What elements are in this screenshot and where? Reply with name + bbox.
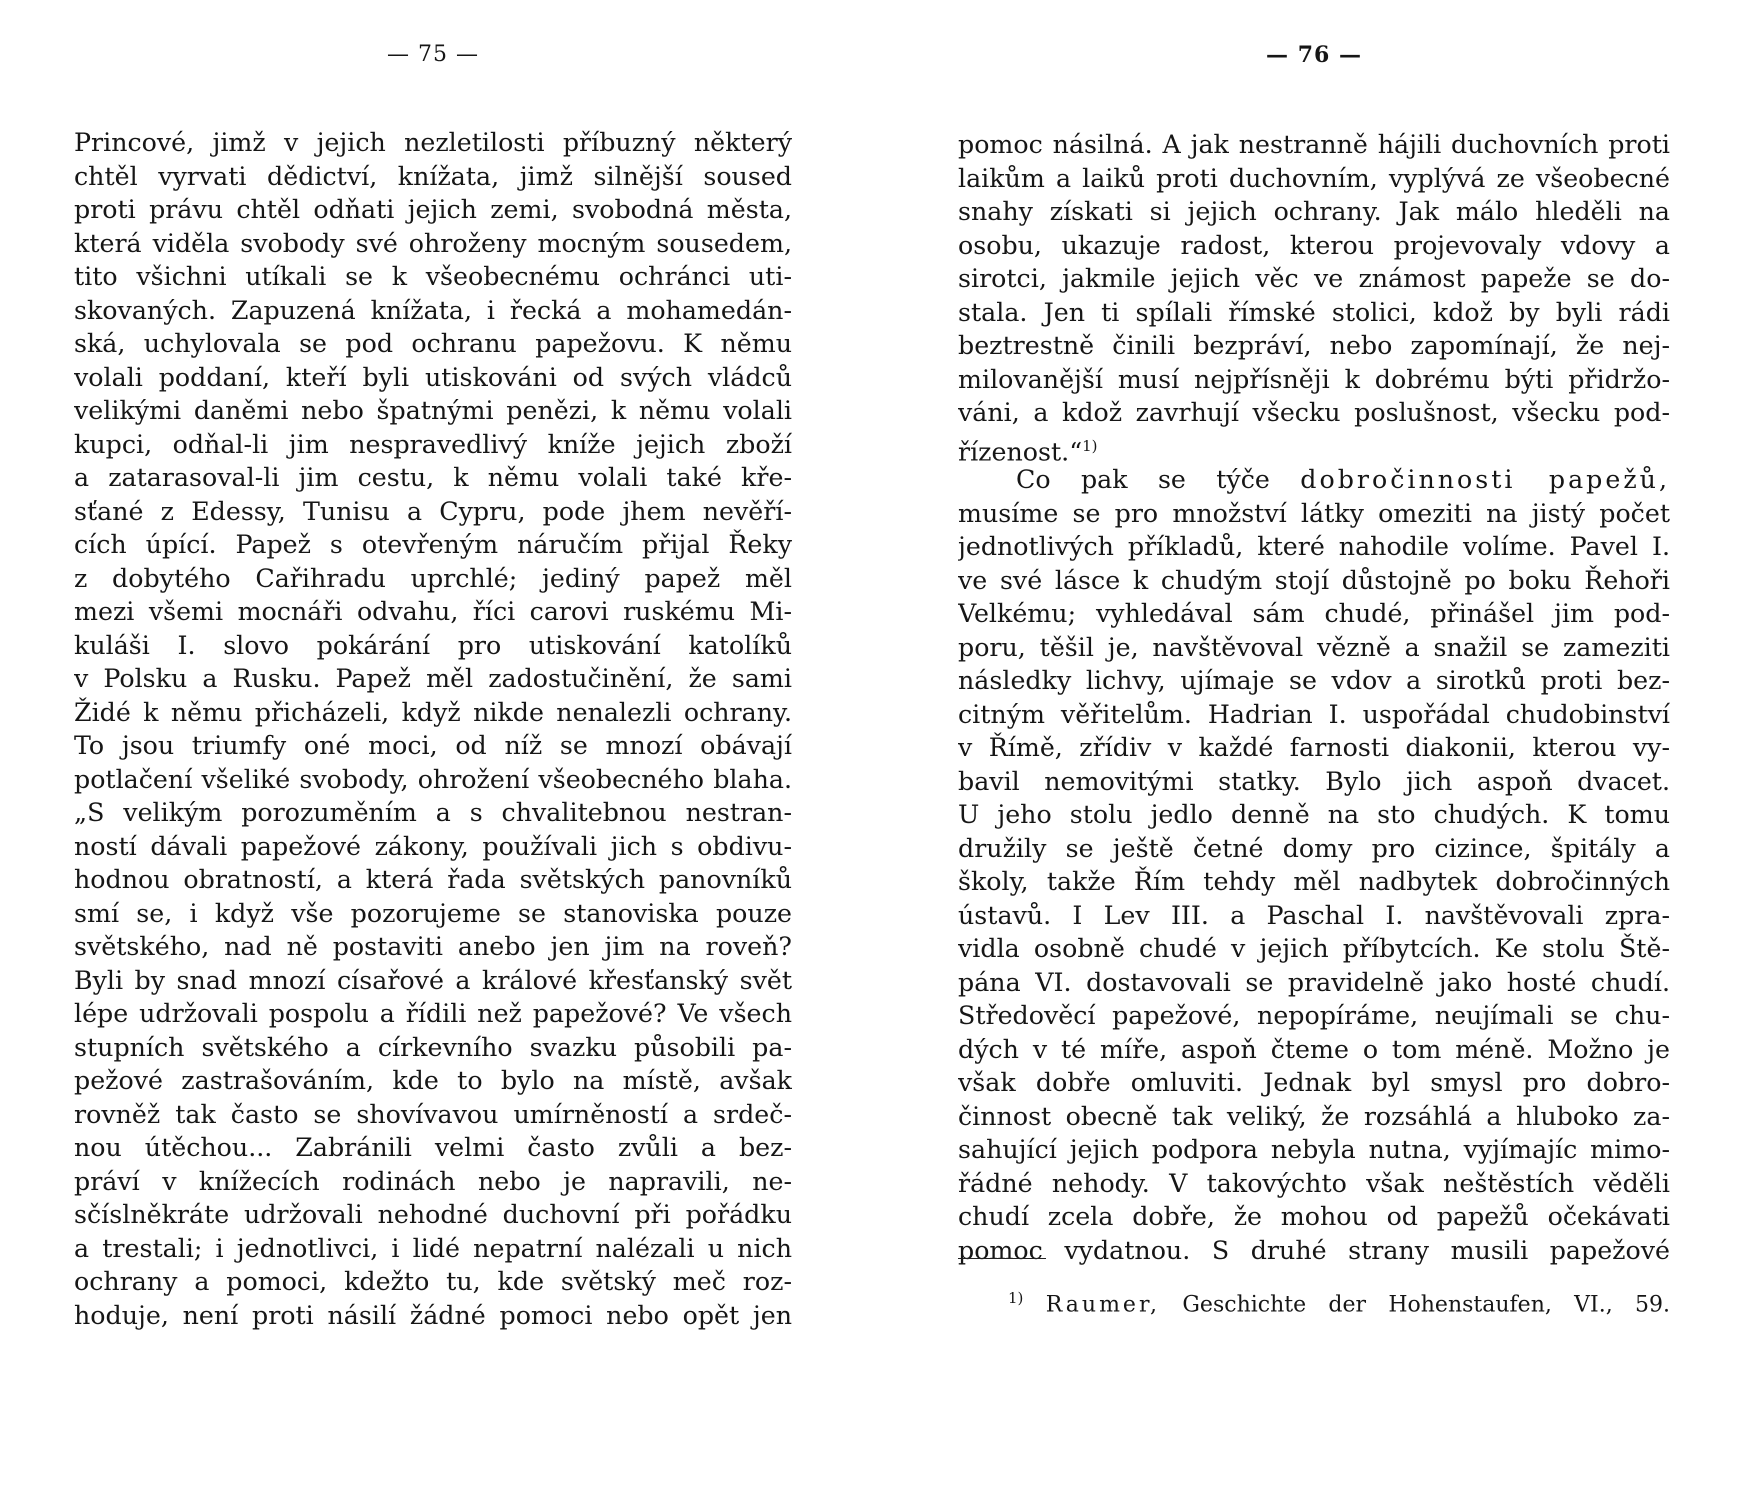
text-line: kuláši I. slovo pokárání pro utiskování katolíků [74,630,792,660]
text-line: sťané z Edessy, Tunisu a Cypru, pode jhem nevěří- [74,496,792,526]
text-line: vidla osobně chudé v jejich příbytcích. Ke stolu Ště- [958,934,1670,963]
text-line: pomoc násilná. A jak nestranně hájili duchovních proti [958,130,1670,159]
text-line: která viděla svobody své ohroženy mocným sousedem, [74,228,792,258]
text-line: řádné nehody. V takovýchto však neštěstích věděli [958,1168,1670,1198]
emphasized-phrase: dobročinnosti papežů, [1300,465,1670,494]
text-line: váni, a kdož zavrhují všecku poslušnost, všecku pod- [958,398,1670,427]
text-line: chudí zcela dobře, že mohou od papežů očekávati [958,1202,1670,1231]
text-line: poru, těšil je, navštěvoval vězně a snažil se zameziti [958,632,1670,662]
text-line: následky lichvy, ujímaje se vdov a sirotků proti bez- [958,666,1670,695]
paragraph-opening: Co pak se týče [1016,465,1270,494]
text-line: pomoc vydatnou. S druhé strany musili papežové [958,1235,1670,1265]
text-line: práví v knížecích rodinách nebo je napravili, ne- [74,1166,792,1196]
text-line: ochrany a pomoci, kdežto tu, kde světský meč roz- [74,1267,792,1296]
text-line: To jsou triumfy oné moci, od níž se mnozí obávají [74,731,792,760]
text-line: lépe udržovali pospolu a řídili než papežové? Ve všech [74,999,792,1028]
right-paragraph-1 [958,128,1670,430]
footnote-marker: 1) [1008,1289,1024,1307]
left-body-text [74,126,792,1332]
text-line: dých v té míře, aspoň čteme o tom méně. Možno je [958,1034,1670,1064]
text-line: z dobytého Cařihradu uprchlé; jediný papež měl [74,563,792,593]
text-line: chtěl vyrvati dědictví, knížata, jimž silnější soused [74,161,792,191]
text-line: a trestali; i jednotlivci, i lidé nepatrní nalézali u nich [74,1233,792,1263]
text-line: volali poddaní, kteří byli utiskováni od svých vládců [74,362,792,392]
text-line: družily se ještě četné domy pro cizince, špitály a [958,833,1670,863]
text-line: světského, nad ně postaviti anebo jen jim na roveň? [74,932,792,961]
text-line: osobu, ukazuje radost, kterou projevovaly vdovy a [958,230,1670,260]
footnote-author: Raumer, [1045,1292,1161,1318]
text-line: sčíslněkráte udržovali nehodné duchovní při pořádku [74,1200,792,1229]
right-paragraph-2 [958,497,1670,1268]
text-line: nou útěchou... Zabránili velmi často zvůli a bez- [74,1133,792,1162]
page-number-right: — 76 — [1266,42,1362,68]
text-line: činnost obecně tak veliký, že rozsáhlá a hluboko za- [958,1101,1670,1131]
text-line: U jeho stolu jedlo denně na sto chudých. K tomu [958,800,1670,829]
text-line: pežové zastrašováním, kde to bylo na místě, avšak [74,1066,792,1095]
text-line: citným věřitelům. Hadrian I. uspořádal chudobinství [958,699,1670,729]
text-line: stupních světského a církevního svazku působili pa- [74,1032,792,1062]
text-line: tito všichni utíkali se k všeobecnému ochránci uti- [74,262,792,291]
footnote-divider [958,1258,1046,1259]
text-line: kupci, odňal-li jim nespravedlivý kníže jejich zboží [74,429,792,459]
text-line: milovanější musí nejpřísněji k dobrému býti přidržo- [958,364,1670,394]
text-line: laikům a laiků proti duchovním, vyplývá ze všeobecné [958,163,1670,193]
quote-end-text: řízenost.“ [958,436,1083,463]
text-line: smí se, i když vše pozorujeme se stanoviska pouze [74,898,792,928]
page-number-left: — 75 — [387,42,479,67]
text-line: potlačení všeliké svobody, ohrožení všeobecného blaha. [74,764,792,794]
text-line: jednotlivých příkladů, které nahodile volíme. Pavel I. [958,532,1670,561]
text-line: sahující jejich podpora nebyla nutna, vyjímajíc mimo- [958,1135,1670,1164]
text-line: ve své lásce k chudým stojí důstojně po boku Řehoři [958,565,1670,595]
text-line: „S velikým porozuměním a s chvalitebnou nestran- [74,798,792,827]
footnote-text: Geschichte der Hohenstaufen, VI., 59. [1182,1292,1671,1318]
text-line: stala. Jen ti spílali římské stolici, kdož by byli rádi [958,297,1670,327]
text-line: v Polsku a Rusku. Papež měl zadostučinění, že sami [74,664,792,693]
text-line: Středověcí papežové, nepopíráme, neujímali se chu- [958,1001,1670,1030]
text-line: ská, uchylovala se pod ochranu papežovu. K němu [74,329,792,358]
text-line: školy, takže Řím tehdy měl nadbytek dobročinných [958,867,1670,896]
text-line: ústavů. I Lev III. a Paschal I. navštěvovali zpra- [958,900,1670,930]
text-line: beztrestně činili bezpráví, nebo zapomínají, že nej- [958,331,1670,360]
text-line: velikými daněmi nebo špatnými penězi, k němu volali [74,396,792,425]
text-line: snahy získati si jejich ochrany. Jak málo hleděli na [958,197,1670,226]
text-line: bavil nemovitými statky. Bylo jich aspoň dvacet. [958,766,1670,796]
text-line: hoduje, není proti násilí žádné pomoci nebo opět jen [74,1300,792,1330]
text-line [958,463,1670,497]
text-line: skovaných. Zapuzená knížata, i řecká a mohamedán- [74,295,792,325]
text-line: v Římě, zřídiv v každé farnosti diakonii, kterou vy- [958,733,1670,762]
text-line: rovněž tak často se shovívavou umírněností a srdeč- [74,1099,792,1129]
text-line: ností dávali papežové zákony, používali jich s obdivu- [74,831,792,861]
text-line: Velkému; vyhledával sám chudé, přinášel jim pod- [958,599,1670,628]
text-line: Židé k němu přicházeli, když nikde nenalezli ochrany. [74,697,792,727]
footnote [1008,1284,1670,1319]
right-body-text [958,128,1670,1267]
text-line: Princové, jimž v jejich nezletilosti příbuzný některý [74,128,792,157]
text-line: sirotci, jakmile jejich věc ve známost papeže se do- [958,264,1670,293]
text-line: mezi všemi mocnáři odvahu, říci carovi ruskému Mi- [74,597,792,626]
text-line: proti právu chtěl odňati jejich zemi, svobodná města, [74,195,792,224]
text-line: cích úpící. Papež s otevřeným náručím přijal Řeky [74,530,792,559]
text-line: pána VI. dostavovali se pravidelně jako hosté chudí. [958,967,1670,997]
text-line: musíme se pro množství látky omeziti na jistý počet [958,498,1670,528]
text-line: a zatarasoval-li jim cestu, k němu volali také kře- [74,463,792,492]
right-page [958,0,1670,1500]
left-page [74,0,792,1500]
text-line [958,430,1670,464]
text-line: Byli by snad mnozí císařové a králové křesťanský svět [74,965,792,995]
footnote-reference: 1) [1082,436,1098,455]
text-line: však dobře omluviti. Jednak byl smysl pro dobro- [958,1068,1670,1097]
text-line: hodnou obratností, a která řada světských panovníků [74,865,792,894]
